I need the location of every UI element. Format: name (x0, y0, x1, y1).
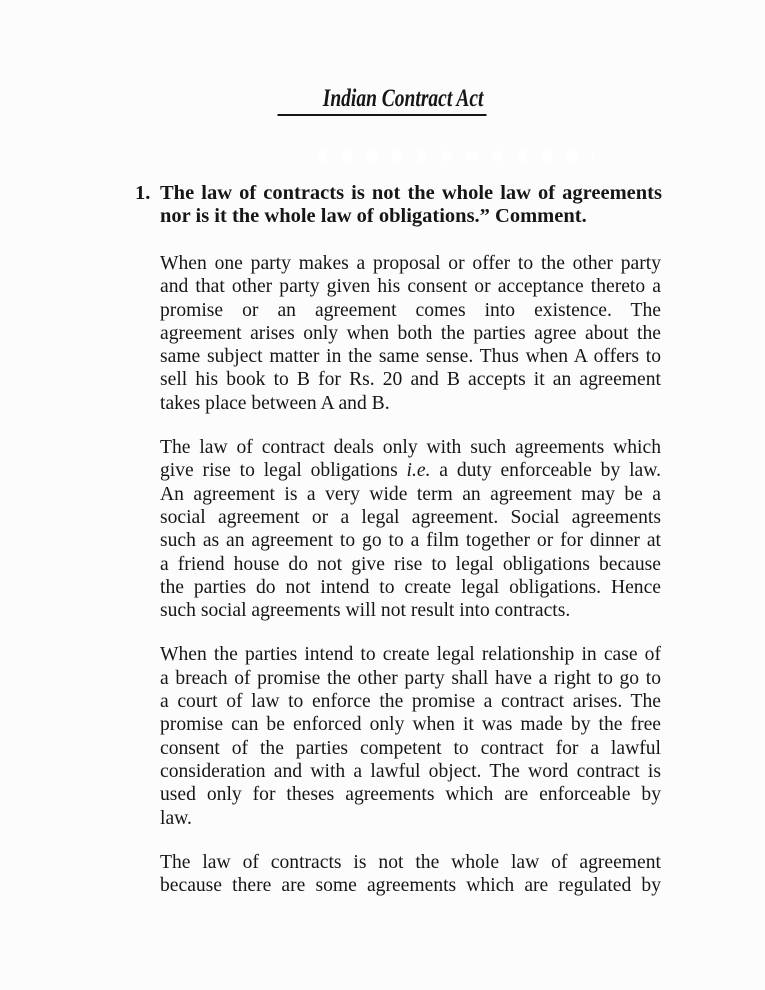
text-line: consent of the parties competent to contract for a lawful (160, 737, 661, 759)
text-line: a friend house do not give rise to legal obligations because (160, 553, 661, 575)
text-line: takes place between A and B. (160, 392, 390, 414)
text-line: used only for theses agreements which are enforceable by (160, 784, 661, 806)
text-line: and that other party given his consent or acceptance thereto a (160, 276, 661, 298)
italic-text-run: i.e. (406, 460, 431, 482)
question-heading (135, 182, 662, 229)
text-line: promise or an agreement comes into existence. The (160, 299, 661, 321)
question-number: 1. (135, 182, 151, 204)
text-line: such as an agreement to go to a film together or for dinner at (160, 530, 661, 552)
erased-text-artifact (317, 151, 594, 161)
paragraph (160, 252, 661, 415)
text-line: give rise to legal obligations i.e. a duty enforceable by law. (160, 460, 662, 482)
text-line: because there are some agreements which are regulated by (160, 875, 661, 897)
text-line: When the parties intend to create legal relationship in case of (160, 644, 661, 666)
text-line: The law of contract deals only with such agreements which (160, 437, 661, 459)
text-line: sell his book to B for Rs. 20 and B accepts it an agreement (160, 369, 661, 391)
paragraph (160, 643, 661, 829)
text-line: same subject matter in the same sense. Thus when A offers to (160, 346, 661, 368)
text-line: social agreement or a legal agreement. Social agreements (160, 506, 661, 528)
paragraph (160, 851, 661, 898)
text-line: a court of law to enforce the promise a contract arises. The (160, 691, 661, 713)
text-line: a breach of promise the other party shall have a right to go to (160, 667, 661, 689)
text-line: promise can be enforced only when it was made by the free (160, 714, 661, 736)
text-line: nor is it the whole law of obligations.” Comment. (160, 205, 587, 228)
text-line: An agreement is a very wide term an agreement may be a (160, 483, 661, 505)
body-paragraphs (160, 252, 661, 918)
text-line: the parties do not intend to create legal obligations. Hence (160, 576, 661, 598)
text-line: such social agreements will not result into contracts. (160, 600, 571, 622)
text-line: law. (160, 807, 192, 829)
text-line: The law of contracts is not the whole law of agreements (160, 182, 662, 204)
paragraph (160, 436, 661, 622)
text-line: When one party makes a proposal or offer to the other party (160, 253, 661, 274)
text-line: The law of contracts is not the whole law of agreement (160, 851, 661, 873)
title-text: Indian Contract Act (323, 85, 484, 112)
document-title (278, 84, 487, 116)
text-line: consideration and with a lawful object. The word contract is (160, 760, 661, 782)
document-title-row (0, 84, 765, 116)
text-line: agreement arises only when both the parties agree about the (160, 322, 661, 344)
question-heading-lines (160, 182, 662, 229)
